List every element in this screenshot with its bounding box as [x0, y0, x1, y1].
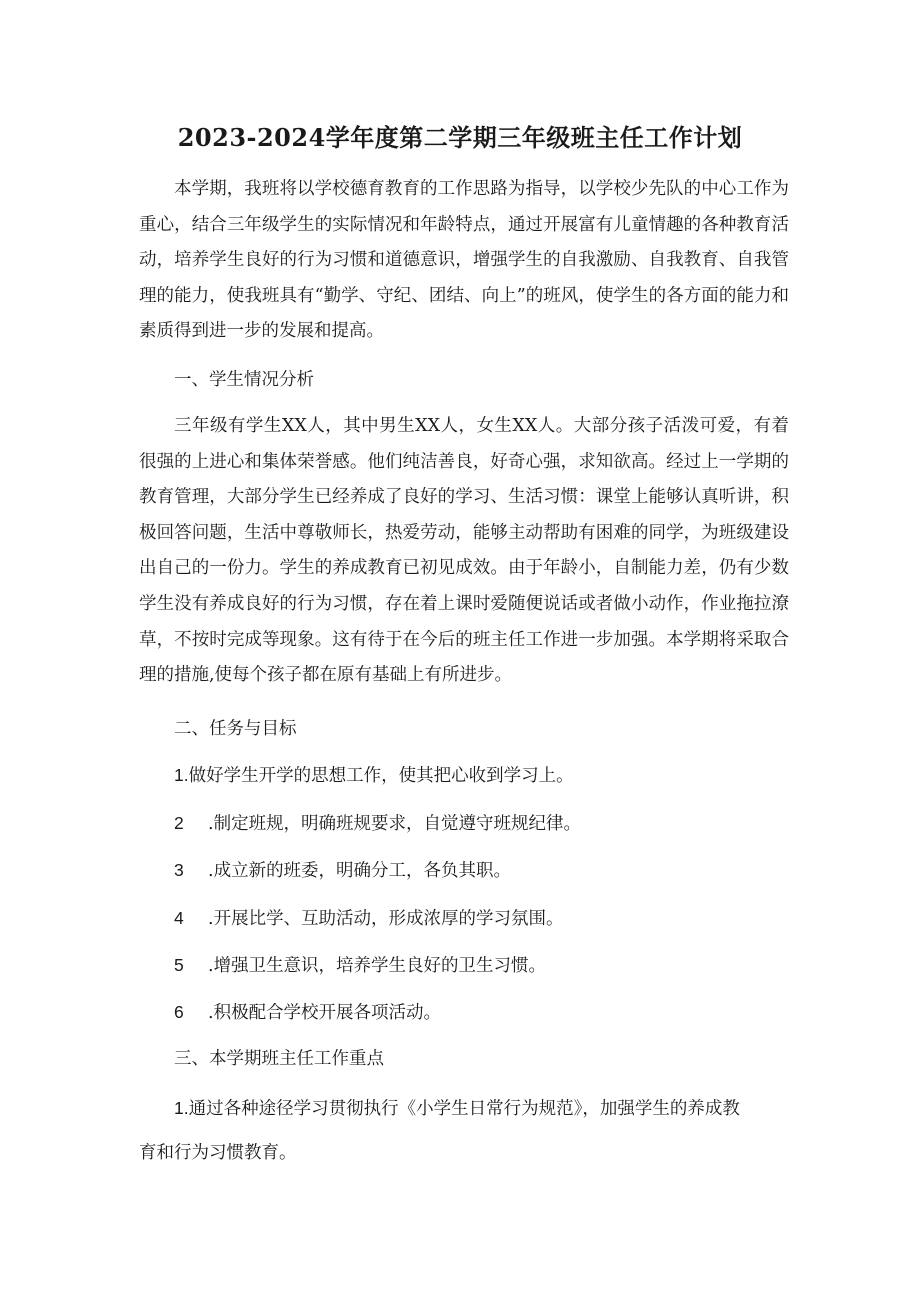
goal-item-2: [174, 806, 581, 842]
section-heading-1: 一、学生情况分析: [174, 370, 314, 390]
focus-item-text-line1: 通过各种途径学习贯彻执行《小学生日常行为规范》，加强学生的养成教: [188, 1099, 740, 1119]
goal-item-number: 1.: [174, 765, 189, 785]
goal-item-5: [174, 948, 546, 984]
focus-item-number: 1.: [174, 1098, 189, 1118]
goal-item-6: [174, 995, 441, 1031]
goal-item-number: 3: [174, 860, 184, 880]
goal-item-text: .成立新的班委，明确分工，各负其职。: [208, 861, 512, 881]
section-heading-3: 三、本学期班主任工作重点: [174, 1049, 384, 1069]
intro-paragraph: 本学期，我班将以学校德育教育的工作思路为指导，以学校少先队的中心工作为重心，结合三年级学生的实际情况和年龄特点，通过开展富有儿童情趣的各种教育活动，培养学生良好的行为习惯和道德意识，增强学生的自我激励、自我教育、自我管理的能力，使我班具有“勤学、守纪、团结、向上”的班风，使学生的各方面的能力和素质得到进一步的发展和提高。: [139, 179, 789, 342]
goal-item-text: .制定班规，明确班规要求，自觉遵守班规纪律。: [208, 814, 582, 834]
goal-item-3: [174, 853, 511, 889]
goal-item-number: 2: [174, 813, 184, 833]
goal-item-text: .增强卫生意识，培养学生良好的卫生习惯。: [208, 956, 547, 976]
goal-item-1: [174, 758, 574, 794]
goal-item-text: 做好学生开学的思想工作，使其把心收到学习上。: [188, 766, 574, 786]
section-heading-2: 二、任务与目标: [174, 719, 297, 739]
student-analysis-paragraph: 三年级有学生XX人，其中男生XX人，女生XX人。大部分孩子活泼可爱，有着很强的上进心和集体荣誉感。他们纯洁善良，好奇心强，求知欲高。经过上一学期的教育管理，大部分学生已经养成了良好的学习、生活习惯：课堂上能够认真听讲，积极回答问题，生活中尊敬师长，热爱劳动，能够主动帮助有困难的同学，为班级建设出自己的一份力。学生的养成教育已初见成效。由于年龄小，自制能力差，仍有少数学生没有养成良好的行为习惯，存在着上课时爱随便说话或者做小动作，作业拖拉潦草，不按时完成等现象。这有待于在今后的班主任工作进一步加强。本学期将采取合理的措施,使每个孩子都在原有基础上有所进步。: [139, 416, 789, 686]
goal-item-number: 4: [174, 908, 184, 928]
goal-item-text: .积极配合学校开展各项活动。: [208, 1003, 442, 1023]
goal-item-number: 6: [174, 1002, 184, 1022]
goal-item-4: [174, 901, 564, 937]
page-title: 2023-2024学年度第二学期三年级班主任工作计划: [177, 123, 743, 152]
focus-item-1-continuation: 育和行为习惯教育。: [139, 1143, 297, 1163]
goal-item-number: 5: [174, 955, 184, 975]
goal-item-text: .开展比学、互助活动，形成浓厚的学习氛围。: [208, 909, 564, 929]
focus-item-1: [174, 1091, 740, 1127]
